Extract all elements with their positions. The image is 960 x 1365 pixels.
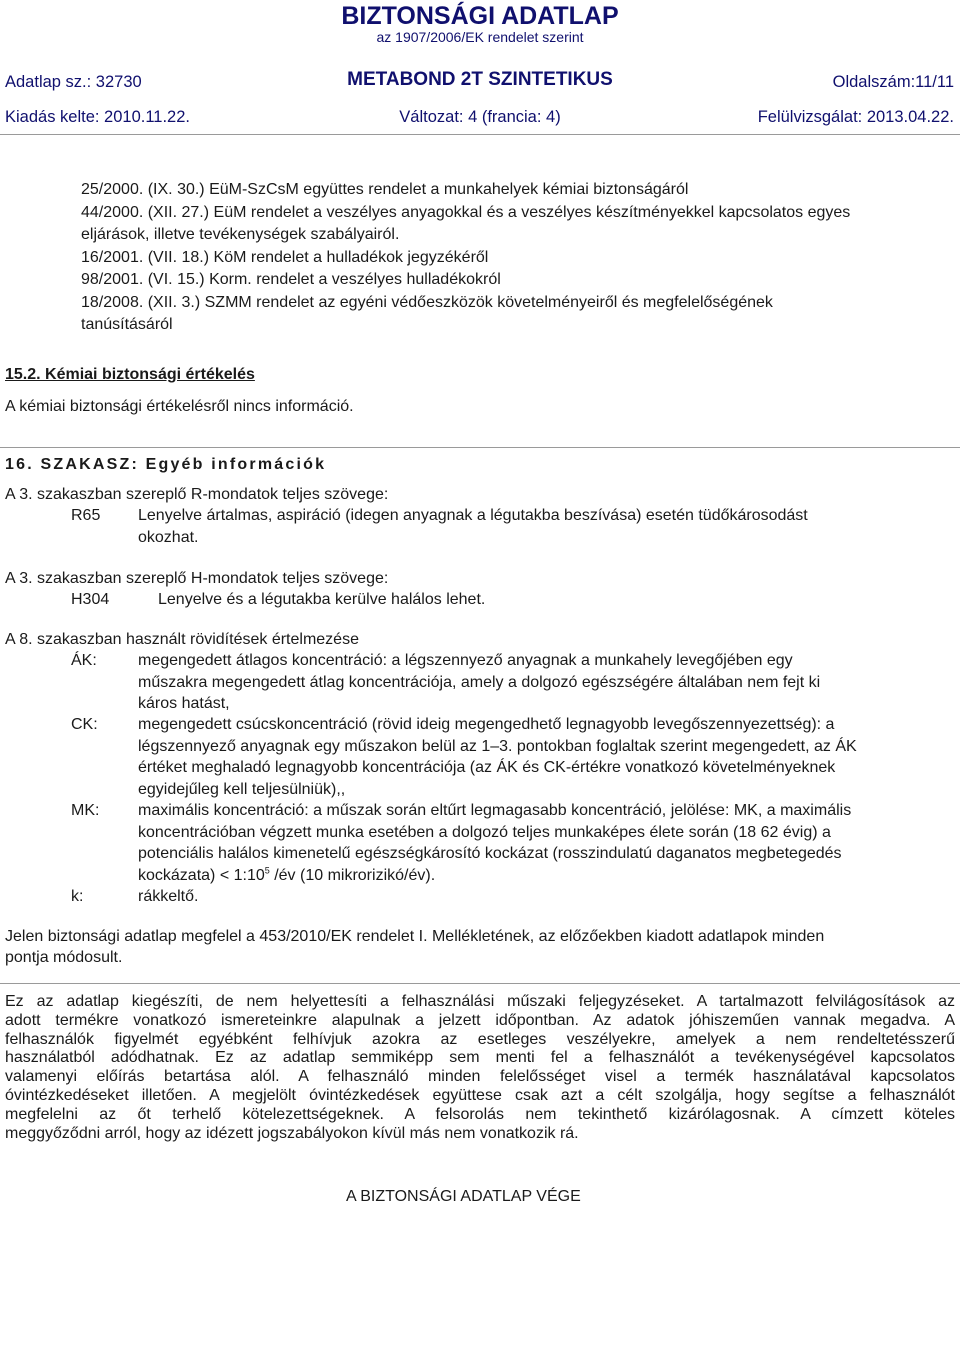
regulation-line: 16/2001. (VII. 18.) KöM rendelet a hulladékok jegyzékéről xyxy=(81,249,489,266)
abbreviation-definition: káros hatást, xyxy=(138,695,230,712)
product-name: METABOND 2T SZINTETIKUS xyxy=(347,69,613,90)
abbreviation-term: MK: xyxy=(71,802,100,819)
issue-date: Kiadás kelte: 2010.11.22. xyxy=(5,108,190,126)
abbreviation-definition: értéket meghaladó legnagyobb koncentrációja (az ÁK és CK-értékre vonatkozó követelményeknek xyxy=(138,759,836,776)
regulation-line: 25/2000. (IX. 30.) EüM-SzCsM együttes rendelet a munkahelyek kémiai biztonságáról xyxy=(81,181,689,198)
document-subtitle: az 1907/2006/EK rendelet szerint xyxy=(376,29,584,45)
disclaimer-line: valamenyi előírás betartása alól. A felhasználó minden felelősséget visel a termék használatával kapcsolatos xyxy=(5,1068,955,1086)
abbreviation-definition: légszennyező anyagnak egy műszakon belül az 1–3. pontokban foglaltak szerint megengedett, az ÁK xyxy=(138,738,857,755)
r-phrase-text: okozhat. xyxy=(138,529,199,546)
document-title: BIZTONSÁGI ADATLAP xyxy=(341,2,619,30)
regulation-line: tanúsításáról xyxy=(81,316,173,333)
abbreviation-term: CK: xyxy=(71,716,98,733)
version-info: Változat: 4 (francia: 4) xyxy=(399,108,561,126)
abbreviation-definition: rákkeltő. xyxy=(138,888,199,905)
revision-date: Felülvizsgálat: 2013.04.22. xyxy=(757,108,954,126)
disclaimer-line: megfelelni az őt terhelő kötelezettségeknek. A felsorolás nem tekinthető kizárólagosnak. A címzett köteles xyxy=(5,1105,955,1123)
disclaimer-divider xyxy=(0,983,960,984)
abbreviation-definition: műszakra megengedett átlag koncentrációja, amely a dolgozó egészségére általában nem fejt ki xyxy=(138,674,821,691)
compliance-statement: pontja módosult. xyxy=(5,949,123,966)
regulation-line: 18/2008. (XII. 3.) SZMM rendelet az egyéni védőeszközök követelményeiről és megfelelőségének xyxy=(81,294,773,311)
abbreviations-intro: A 8. szakaszban használt rövidítések értelmezése xyxy=(5,631,359,648)
disclaimer-line: meggyőződni arról, hogy az idézett jogszabályokon kívül más nem vonatkozik rá. xyxy=(5,1124,579,1142)
r-phrase-code: R65 xyxy=(71,507,101,524)
compliance-statement: Jelen biztonsági adatlap megfelel a 453/2010/EK rendelet I. Mellékletének, az előzőekben kiadott adatlapok minden xyxy=(5,928,825,945)
h-phrase-text: Lenyelve és a légutakba kerülve halálos lehet. xyxy=(158,591,486,608)
abbreviation-definition: megengedett átlagos koncentráció: a légszennyező anyagnak a munkahely levegőjében egy xyxy=(138,652,793,669)
mk-risk-unit: /év (10 mikrorizikó/év). xyxy=(269,867,436,884)
disclaimer-line: felhasználók figyelmét egyébként felhívjuk azokra az esetleges veszélyekre, amelyek a nem rendeltetésszerű xyxy=(5,1030,955,1048)
regulation-line: 44/2000. (XII. 27.) EüM rendelet a veszélyes anyagokkal és a veszélyes készítményekkel kapcsolatos egyes xyxy=(81,204,851,221)
sheet-number: Adatlap sz.: 32730 xyxy=(5,73,142,91)
regulation-line: 98/2001. (VI. 15.) Korm. rendelet a veszélyes hulladékokról xyxy=(81,271,501,288)
disclaimer-line: használatból adódhatnak. Ez az adatlap semmiképp sem menti fel a felhasználót a tevékenységével kapcsolatos xyxy=(5,1049,955,1067)
section-divider xyxy=(0,447,960,448)
header-divider xyxy=(0,134,960,135)
section-15-2-text: A kémiai biztonsági értékelésről nincs információ. xyxy=(5,398,354,415)
page-number: Oldalszám:11/11 xyxy=(832,73,954,91)
h-phrase-code: H304 xyxy=(71,591,110,608)
h-phrases-intro: A 3. szakaszban szereplő H-mondatok teljes szövege: xyxy=(5,570,389,587)
abbreviation-definition: egyidejűleg kell teljesülniük),, xyxy=(138,781,346,798)
abbreviation-definition: potenciális halálos kimenetelű egészségkárosító kockázat (rosszindulatú daganatos megbetegedés xyxy=(138,845,842,862)
mk-risk-exponent: 5 xyxy=(264,865,270,876)
r-phrase-text: Lenyelve ártalmas, aspiráció (idegen anyagnak a légutakba beszívása) esetén tüdőkárosodást xyxy=(138,507,808,524)
abbreviation-definition: megengedett csúcskoncentráció (rövid ideig megengedhető legnagyobb levegőszennyezettség): a xyxy=(138,716,835,733)
disclaimer-line: Ez az adatlap kiegészíti, de nem helyettesíti a felhasználási műszaki feljegyzéseket. A tartalmazott felvilágosítások az xyxy=(5,993,955,1010)
disclaimer-block xyxy=(5,993,955,1143)
disclaimer-line: óvintézkedéseket illetően. A megjelölt óvintézkedések együttese csak azt a célt szolgálja, hogy segítse a felhasználót xyxy=(5,1086,955,1104)
abbreviation-definition: koncentrációban végzett munka esetében a dolgozó teljes munkaképes élete során (18 62 évig) a xyxy=(138,824,831,841)
regulation-line: eljárások, illetve tevékenységek szabályairól. xyxy=(81,226,400,243)
abbreviation-definition: maximális koncentráció: a műszak során eltűrt legmagasabb koncentráció, jelölése: MK, a maximális xyxy=(138,802,852,819)
end-of-document: A BIZTONSÁGI ADATLAP VÉGE xyxy=(346,1188,581,1205)
disclaimer-line: adott termékre vonatkozó ismereteinkre alapulnak a jelzett időpontban. Az adatok jóhiszeműen vannak megadva. A xyxy=(5,1011,955,1029)
abbreviation-definition xyxy=(138,866,435,886)
r-phrases-intro: A 3. szakaszban szereplő R-mondatok teljes szövege: xyxy=(5,486,389,503)
abbreviation-term: ÁK: xyxy=(71,652,97,669)
section-16-heading: 16. SZAKASZ: Egyéb információk xyxy=(5,456,327,473)
abbreviation-term: k: xyxy=(71,888,84,905)
mk-risk-text: kockázata) < 1:10 xyxy=(138,867,265,884)
section-15-2-heading: 15.2. Kémiai biztonsági értékelés xyxy=(5,366,255,383)
